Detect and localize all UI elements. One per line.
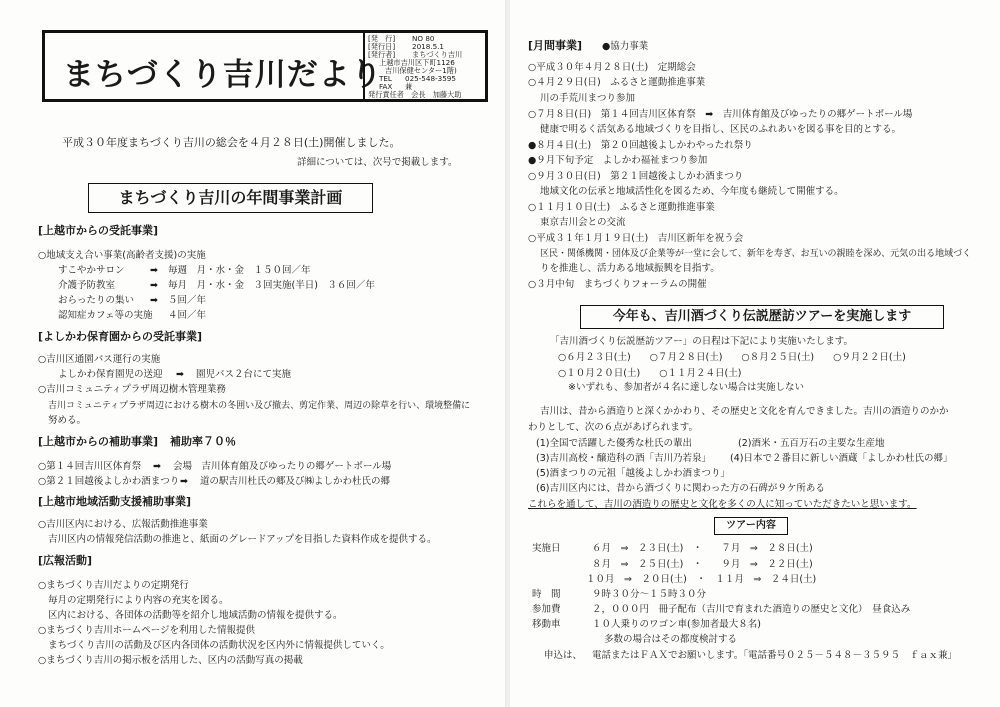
table-row-name: 介護予防教室 (58, 280, 116, 291)
info-issue-number: NO 80 (412, 34, 435, 43)
tour-point: (4)日本で２番目に新しい酒蔵「よしかわ杜氏の郷」 (730, 453, 953, 464)
apply-label: 申込は、 (544, 650, 583, 661)
fee-label: 参加費 (532, 604, 561, 615)
section-contract-nursery: [よしかわ保育園からの受託事業] (38, 330, 203, 343)
list-item: まちづくり吉川の活動及び区内各団体の活動状況を区内外に情報提供していく。 (48, 640, 390, 651)
info-label-issue: [発 行] (368, 34, 396, 43)
section-pr: [広報活動] (38, 554, 93, 567)
table-row-detail: ４回／年 (168, 310, 207, 321)
intro-line: 平成３０年度まちづくり吉川の総会を４月２８日(土)開催しました。 (62, 136, 401, 149)
event-item: りを推進し、活力ある地域振興を目指す。 (540, 263, 720, 274)
publication-info (363, 33, 489, 99)
list-item: 道の駅吉川杜氏の郷及び㈱よしかわ杜氏の郷 (200, 476, 391, 487)
event-item: 地域文化の伝承と地域活性化を図るため、今年度も継続して開催する。 (540, 186, 844, 197)
list-item: 努める。 (48, 415, 87, 426)
tour-dates-2: ○１０月２０日(土) ○１１月２４日(土) (558, 368, 742, 379)
right-page (510, 0, 1000, 707)
schedule-row: １０月 ⇒ ２０日(土) ・ １１月 ⇒ ２４日(土) (586, 574, 817, 585)
intro-detail: 詳細については、次号で掲載します。 (297, 157, 458, 168)
list-item: 吉川区内の情報発信活動の推進と、紙面のグレードアップを目指した資料作成を提供する。 (48, 534, 437, 545)
tour-intro: 「吉川酒づくり伝説歴訪ツアー」の日程は下記により実施いたします。 (550, 336, 853, 347)
info-responsible: 発行責任者 会長 加藤大助 (368, 90, 462, 99)
list-item: 会場 吉川体育館及びゆったりの郷ゲートボール場 (173, 461, 392, 472)
arrow-icon: ➡ (180, 476, 188, 487)
arrow-icon: ➡ (153, 461, 161, 472)
tour-point: (5)酒まつりの元祖「越後よしかわ酒まつり」 (536, 468, 730, 479)
table-row-detail: ５回／年 (168, 295, 207, 306)
list-item: 吉川コミュニティプラザ周辺における樹木の冬囲い及び撤去、剪定作業、周辺の除草を行い、環境整備に (48, 401, 471, 411)
time-label: 時 間 (532, 589, 561, 600)
monthly-legend: ●協力事業 (602, 41, 649, 52)
info-label-date: [発行日] (368, 42, 396, 51)
section-subsidy: [上越市からの補助事業] (38, 435, 159, 448)
schedule-row: ８月 ⇒ ２５日(土) ・ ９月 ⇒ ２２日(土) (592, 559, 813, 570)
list-item: 区内における、各団体の活動等を紹介し地域活動の情報を提供する。 (48, 610, 343, 621)
info-label-tel: TEL (379, 74, 392, 83)
info-tel: 025-548-3595 (405, 74, 456, 83)
arrow-icon: ➡ (150, 280, 158, 291)
table-row-name: おらったりの集い (58, 295, 135, 306)
arrow-icon: ➡ (176, 369, 184, 380)
table-row-name: 認知症カフェ等の実施 (58, 310, 153, 321)
list-item: ○まちづくり吉川ホームページを利用した情報提供 (38, 625, 256, 636)
event-item: ○４月２９日(日) ふるさと運動推進事業 (528, 77, 706, 88)
section-contract-city: [上越市からの受託事業] (38, 224, 159, 237)
event-item: 川の手荒川まつり参加 (540, 93, 636, 104)
info-label-publisher: [発行者] (368, 50, 396, 59)
list-item: ○吉川区内における、広報活動推進事業 (38, 519, 208, 530)
schedule-label: 実施日 (532, 543, 561, 554)
event-item: ○９月３０日(日) 第２１回越後よしかわ酒まつり (528, 171, 744, 182)
event-item: 区民・関係機関・団体及び企業等が一堂に会して、新年を寿ぎ、お互いの親睦を深め、元気の出る地域づく (540, 249, 972, 259)
info-fax: 兼 (405, 82, 413, 91)
list-item: ○まちづくり吉川の掲示板を活用した、区内の活動写真の掲載 (38, 655, 303, 666)
list-item: ○第２１回越後よしかわ酒まつり (38, 476, 180, 487)
newsletter-title: まちづくり吉川だより (63, 57, 383, 93)
list-item: ○吉川区通園バス運行の実施 (38, 354, 161, 365)
list-item: 園児バス２台にて実施 (196, 369, 292, 380)
table-row-name: すこやかサロン (58, 265, 125, 276)
time-value: ９時３０分～１５時３０分 (592, 589, 707, 600)
arrow-icon: ➡ (150, 295, 158, 306)
list-item: よしかわ保育園児の送迎 (58, 369, 163, 380)
tour-closing: これらを通して、吉川の酒造りの歴史と文化を多くの人に知っていただきたいと思います。 (528, 499, 917, 510)
list-item: ○まちづくり吉川だよりの定期発行 (38, 580, 189, 591)
table-row-detail: 毎週 月・水・金 １５０回／年 (168, 265, 311, 276)
info-building: 吉川保健センター1階) (385, 66, 457, 75)
tour-title: 今年も、吉川酒づくり伝説歴訪ツアーを実施します (580, 305, 944, 329)
vehicle-label: 移動車 (532, 619, 561, 630)
tour-paragraph: 吉川は、昔から酒造りと深くかかわり、その歴史と文化を育んできました。吉川の酒造りのかか (540, 406, 949, 417)
tour-note: ※いずれも、参加者が４名に達しない場合は実施しない (568, 382, 804, 393)
event-item: ○平成３０年４月２８日(土) 定期総会 (528, 62, 696, 73)
info-label-fax: FAX (379, 82, 393, 91)
event-item: ●８月４日(土) 第２０回越後よしかわやったれ祭り (528, 140, 753, 151)
subsidy-rate: 補助率７０％ (170, 435, 236, 448)
apply-value: 電話またはＦＡＸでお願いします。「電話番号０２５－５４８－３５９５ ｆａｘ兼」 (592, 650, 957, 661)
table-row-detail: 毎月 月・水・金 ３回実施(半日) ３６回／年 (168, 280, 375, 291)
event-item: 東京吉川会との交流 (540, 217, 626, 228)
section-monthly: [月間事業] (528, 39, 583, 52)
info-date: 2018.5.1 (412, 42, 445, 51)
tour-point: (6)吉川区内には、昔から酒づくりに関わった方の石碑が９ケ所ある (536, 483, 825, 494)
list-item: ○第１４回吉川区体育祭 (38, 461, 142, 472)
event-item: ○３月中旬 まちづくりフォーラムの開催 (528, 279, 707, 290)
event-item: ○７月８日(日) 第１４回吉川区体育祭 ➡ 吉川体育館及びゆったりの郷ゲートボール場 (528, 109, 913, 120)
info-address: 上越市吉川区下町1126 (379, 58, 455, 67)
tour-point: (1)全国で活躍した優秀な杜氏の輩出 (536, 438, 692, 449)
event-item: 健康で明るく活気ある地域づくりを目指し、区民のふれあいを図る事を目的とする。 (540, 124, 902, 135)
annual-plan-title: まちづくり吉川の年間事業計画 (88, 183, 373, 213)
list-item: ○吉川コミュニティプラザ周辺樹木管理業務 (38, 384, 226, 395)
vehicle-value: １０人乗りのワゴン車(参加者最大８名) (592, 619, 761, 630)
masthead (42, 30, 488, 102)
tour-dates-1: ○６月２３日(土) ○７月２８日(土) ○８月２５日(土) ○９月２２日(土) (558, 352, 906, 363)
tour-point: (2)酒米・五百万石の主要な生産地 (738, 438, 885, 449)
tour-point: (3)吉川高校・醸造科の酒「吉川乃若泉」 (536, 453, 711, 464)
arrow-icon: ➡ (150, 265, 158, 276)
info-publisher: まちづくり吉川 (412, 50, 463, 59)
list-item: ○地域支え合い事業(高齢者支援)の実施 (38, 250, 206, 261)
event-item: ○平成３１年１月１９日(土) 吉川区新年を祝う会 (528, 233, 744, 244)
list-item: 毎月の定期発行により内容の充実を図る。 (48, 595, 229, 606)
tour-content-heading: ツアー内容 (714, 517, 788, 535)
event-item: ●９月下旬予定 よしかわ福祉まつり参加 (528, 155, 708, 166)
tour-paragraph: わりとして、次の６点があげられます。 (528, 422, 699, 433)
event-item: ○１１月１０日(土) ふるさと運動推進事業 (528, 202, 715, 213)
vehicle-note: 多数の場合はその都度検討する (604, 634, 738, 645)
schedule-row: ６月 ⇒ ２３日(土) ・ ７月 ⇒ ２８日(土) (592, 543, 813, 554)
fee-value: ２，０００円 冊子配布（吉川で育まれた酒造りの歴史と文化） 昼食込み (592, 604, 911, 615)
section-local-activity: [上越市地域活動支援補助事業] (38, 495, 192, 508)
